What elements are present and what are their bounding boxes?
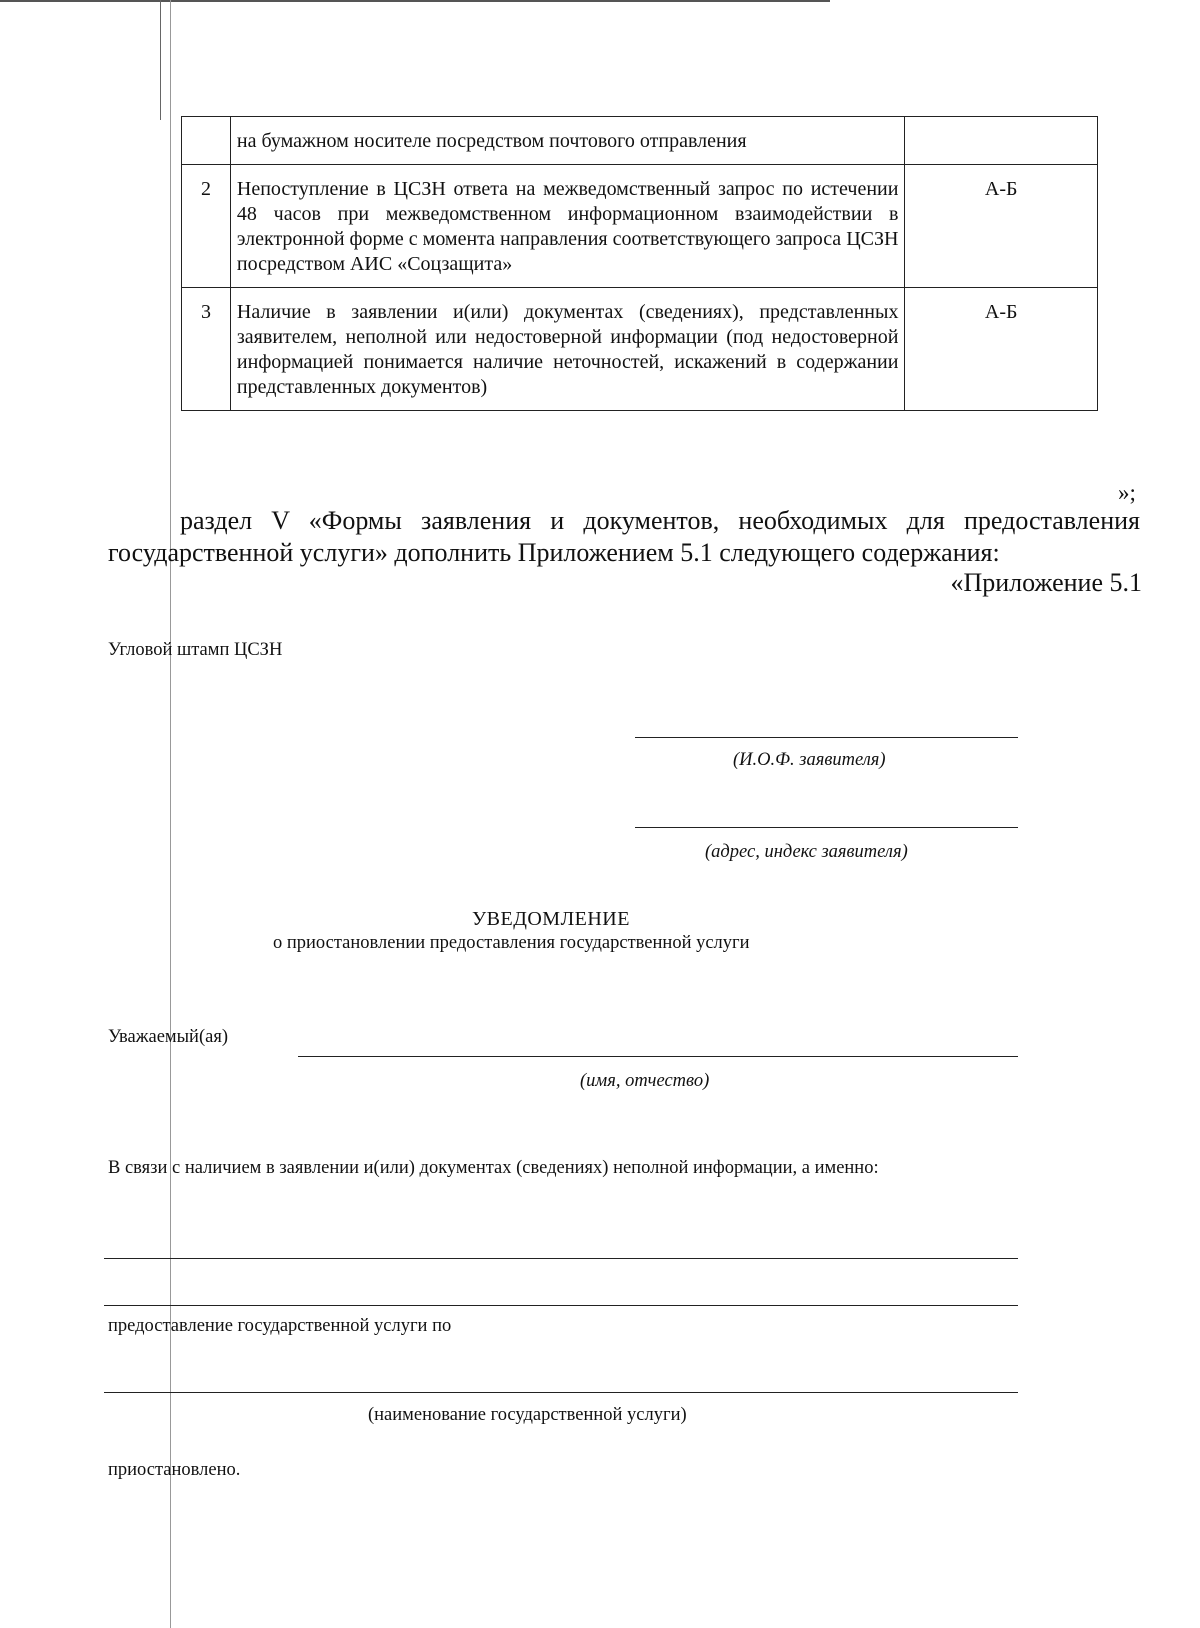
salutation-label: Уважаемый(ая) — [108, 1027, 228, 1047]
row-number: 2 — [182, 165, 231, 288]
applicant-address-caption: (адрес, индекс заявителя) — [705, 842, 908, 862]
row-number: 3 — [182, 288, 231, 411]
applicant-name-line — [635, 737, 1018, 738]
notice-subtitle: о приостановлении предоставления государственной услуги — [273, 933, 750, 953]
row-text: Наличие в заявлении и(или) документах (сведениях), представленных заявителем, неполной или недостоверной информации (под недостоверной информацией понимается наличие неточностей, искажений в содержании представленных документов) — [230, 288, 905, 411]
closing-quote: »; — [1118, 480, 1136, 505]
amendment-paragraph: раздел V «Формы заявления и документов, необходимых для предоставления государственной услуги» дополнить Приложением 5.1 следующего содержания: — [108, 506, 1140, 567]
service-name-caption: (наименование государственной услуги) — [368, 1405, 687, 1425]
applicant-address-line — [635, 827, 1018, 828]
row-category: А-Б — [905, 165, 1098, 288]
row-text: Непоступление в ЦСЗН ответа на межведомственный запрос по истечении 48 часов при межведомственном информационном взаимодействии в электронной форме с момента направления соответствующего запроса ЦСЗН посредством АИС «Соцзащита» — [230, 165, 905, 288]
appendix-reference: «Приложение 5.1 — [950, 568, 1142, 597]
recipient-name-caption: (имя, отчество) — [580, 1071, 710, 1091]
service-name-line — [104, 1392, 1018, 1393]
scan-edge-line — [0, 0, 830, 2]
row-number — [182, 117, 231, 165]
row-category — [905, 117, 1098, 165]
provision-label: предоставление государственной услуги по — [108, 1316, 452, 1336]
suspended-label: приостановлено. — [108, 1460, 241, 1480]
criteria-table — [181, 116, 1098, 411]
notice-title: УВЕДОМЛЕНИЕ — [472, 908, 630, 930]
scan-fold-line — [170, 0, 171, 1628]
table-row — [182, 165, 1098, 288]
applicant-name-caption: (И.О.Ф. заявителя) — [733, 750, 886, 770]
recipient-name-line — [298, 1056, 1018, 1057]
corner-stamp-label: Угловой штамп ЦСЗН — [108, 640, 283, 660]
reason-line-1 — [104, 1258, 1018, 1259]
table-row — [182, 288, 1098, 411]
reason-paragraph: В связи с наличием в заявлении и(или) документах (сведениях) неполной информации, а именно: — [108, 1158, 879, 1178]
row-category: А-Б — [905, 288, 1098, 411]
table-row — [182, 117, 1098, 165]
row-text: на бумажном носителе посредством почтового отправления — [230, 117, 905, 165]
reason-line-2 — [104, 1305, 1018, 1306]
scan-fold-line — [160, 0, 161, 120]
